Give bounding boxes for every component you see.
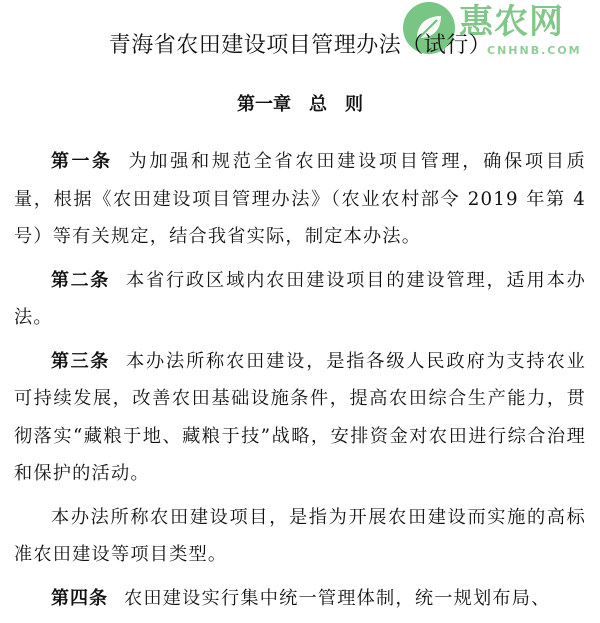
article-text: 本办法所称农田建设项目，是指为开展农田建设而实施的高标准农田建设等项目类型。: [14, 506, 586, 565]
article-paragraph: [14, 262, 586, 337]
article-number: 第一条: [51, 151, 113, 172]
article-text: 本办法所称农田建设，是指各级人民政府为支持农业可持续发展，改善农田基础设施条件，提高农田综合生产能力，贯彻落实“藏粮于地、藏粮于技”战略，安排资金对农田进行综合治理和保护的活动。: [14, 350, 586, 484]
article-paragraph: [14, 499, 586, 574]
article-text: 本省行政区域内农田建设项目的建设管理，适用本办法。: [14, 269, 586, 328]
article-paragraph: [14, 580, 586, 618]
article-text: 为加强和规范全省农田建设项目管理，确保项目质量，根据《农田建设项目管理办法》（农业农村部令 2019 年第 4 号）等有关规定，结合我省实际，制定本办法。: [14, 151, 586, 247]
article-paragraph: [14, 343, 586, 493]
document-body: [14, 143, 586, 623]
article-number: 第三条: [51, 350, 110, 372]
article-number: 第二条: [51, 269, 110, 291]
article-number: 第四条: [51, 587, 108, 609]
logo-brand-text: 惠农网: [459, 2, 564, 42]
article-text: 农田建设实行集中统一管理体制，统一规划布局、: [124, 587, 551, 609]
logo-domain-text: CNHNB.COM: [487, 44, 582, 57]
chapter-title: 第一章 总 则: [237, 94, 363, 115]
document-title: 青海省农田建设项目管理办法（试行）: [108, 33, 492, 58]
article-paragraph: [14, 143, 586, 256]
